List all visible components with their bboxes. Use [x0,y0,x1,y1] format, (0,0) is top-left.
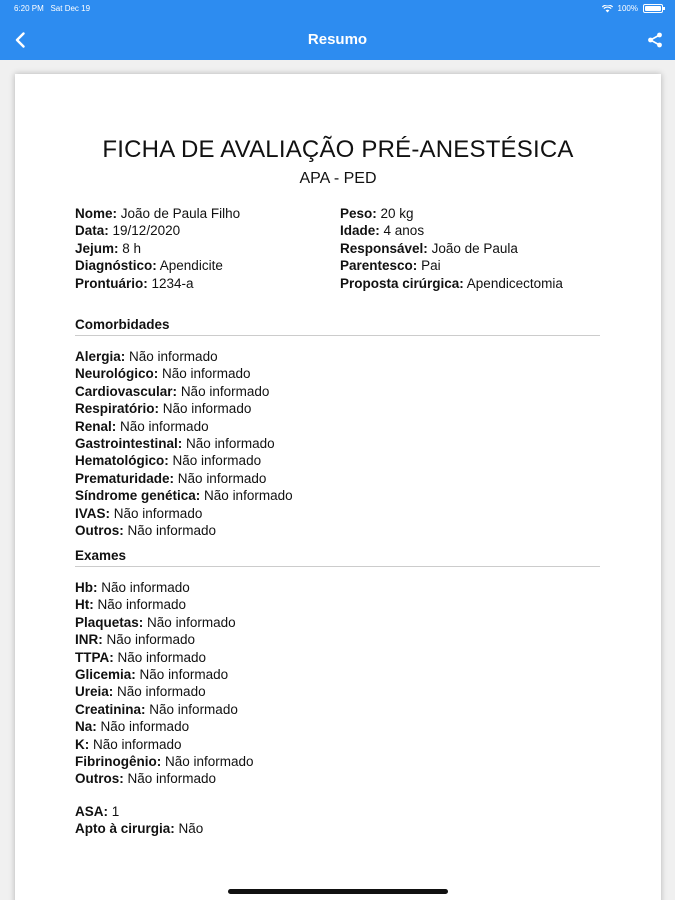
document-title: FICHA DE AVALIAÇÃO PRÉ-ANESTÉSICA [102,136,574,163]
list-item: K: Não informado [75,736,182,752]
list-item: Respiratório: Não informado [75,401,252,417]
list-item: Outros: Não informado [75,523,217,539]
list-item: Creatinina: Não informado [75,701,238,717]
list-item: Hematológico: Não informado [75,453,262,469]
field-nome: Nome: João de Paula Filho [75,206,241,221]
list-item: Plaquetas: Não informado [75,614,236,630]
field-data: Data: 19/12/2020 [75,223,181,239]
field-apto-cirurgia: Apto à cirurgia: Não [75,821,204,837]
list-item: Na: Não informado [75,719,190,735]
list-item: Síndrome genética: Não informado [75,488,293,504]
list-item: TTPA: Não informado [75,649,207,665]
list-item: Outros: Não informado [75,771,217,787]
home-indicator[interactable] [228,889,448,894]
battery-icon [643,4,663,13]
final-assessment [75,803,203,838]
list-item: Gastrointestinal: Não informado [75,436,275,452]
field-diagnostico: Diagnóstico: Apendicite [75,258,223,274]
field-proposta-cirurgica: Proposta cirúrgica: Apendicectomia [340,275,563,291]
field-responsavel: Responsável: João de Paula [340,240,518,256]
share-icon [647,32,663,48]
section-heading-exames: Exames [75,548,600,567]
field-jejum: Jejum: 8 h [75,240,142,256]
document-subtitle: APA - PED [299,170,377,187]
list-item: Renal: Não informado [75,418,209,434]
list-item: Hb: Não informado [75,580,190,595]
page-title: Resumo [307,31,368,48]
list-item: Glicemia: Não informado [75,667,229,683]
list-item: Ht: Não informado [75,597,187,613]
list-item: IVAS: Não informado [75,505,203,521]
patient-info-right [340,205,563,292]
navigation-bar [0,0,675,60]
status-time: 6:20 PM Sat Dec 19 [14,4,91,13]
field-asa: ASA: 1 [75,804,120,819]
document-sheet [15,74,661,900]
status-bar [0,4,675,16]
list-item: Neurológico: Não informado [75,366,251,382]
field-parentesco: Parentesco: Pai [340,258,441,274]
list-item: Prematuridade: Não informado [75,470,267,486]
field-peso: Peso: 20 kg [340,206,414,221]
list-item: INR: Não informado [75,632,196,648]
list-item: Alergia: Não informado [75,349,218,364]
status-right [602,4,663,13]
list-item: Ureia: Não informado [75,684,206,700]
field-prontuario: Prontuário: 1234-a [75,275,194,291]
exames-list [75,579,254,788]
section-heading-comorbidades: Comorbidades [75,317,600,336]
share-button[interactable] [643,28,667,52]
wifi-icon [602,5,613,13]
list-item: Cardiovascular: Não informado [75,383,270,399]
comorbidades-list [75,348,293,539]
list-item: Fibrinogênio: Não informado [75,754,254,770]
patient-info-left [75,205,240,292]
field-idade: Idade: 4 anos [340,223,425,239]
battery-percent: 100% [617,4,638,13]
